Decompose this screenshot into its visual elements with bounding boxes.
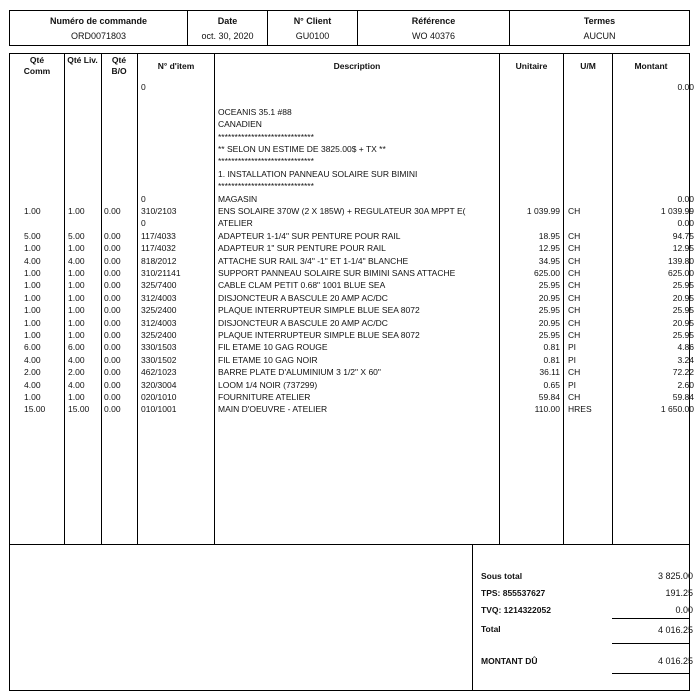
row-unit-price: 625.00	[534, 268, 560, 278]
client-label: N° Client	[293, 16, 332, 26]
row-description: OCEANIS 35.1 #88	[218, 106, 292, 117]
row-amount: 0.00	[677, 218, 694, 229]
row-unit-measure: HRES	[568, 404, 592, 415]
row-unit-measure: CH	[568, 280, 581, 291]
total-label: Total	[481, 624, 501, 634]
row-qty-backorder: 0.00	[104, 230, 121, 241]
row-description: FIL ETAME 10 GAG ROUGE	[218, 342, 328, 353]
col-amount: Montant	[634, 61, 668, 71]
row-unit-price: 25.95	[538, 330, 560, 340]
row-amount: 25.95	[672, 305, 694, 316]
row-qty-ordered: 5.00	[24, 230, 41, 241]
row-qty-backorder: 0.00	[104, 243, 121, 254]
row-amount: 139.80	[668, 255, 694, 266]
row-qty-delivered: 15.00	[68, 404, 90, 415]
col-qty-ordered: Qté Comm	[23, 55, 51, 76]
row-description: DISJONCTEUR A BASCULE 20 AMP AC/DC	[218, 317, 388, 328]
row-qty-ordered: 1.00	[24, 392, 41, 402]
row-item-number: 312/4003	[141, 317, 177, 328]
row-unit-price: 110.00	[534, 404, 560, 415]
row-qty-delivered: 1.00	[68, 292, 85, 303]
row-amount: 20.95	[672, 317, 694, 328]
row-qty-ordered: 4.00	[24, 255, 41, 266]
row-amount: 72.22	[672, 367, 694, 378]
row-qty-backorder: 0.00	[104, 330, 121, 340]
order-number-label: Numéro de commande	[49, 16, 148, 26]
row-amount: 59.84	[672, 392, 694, 402]
row-unit-measure: CH	[568, 292, 581, 303]
tvq-value: 0.00	[675, 605, 693, 615]
reference-value: WO 40376	[411, 31, 456, 41]
row-unit-price: 0.81	[543, 342, 560, 353]
row-unit-measure: CH	[568, 255, 581, 266]
row-qty-delivered: 1.00	[68, 392, 85, 402]
row-amount: 4.86	[677, 342, 694, 353]
row-unit-price: 0.81	[543, 354, 560, 365]
row-unit-price: 59.84	[538, 392, 560, 402]
row-qty-delivered: 4.00	[68, 379, 85, 390]
row-item-number: 462/1023	[141, 367, 177, 378]
row-unit-price: 25.95	[538, 305, 560, 316]
row-item-number: 0	[141, 82, 146, 92]
terms-label: Termes	[583, 16, 616, 26]
col-qty-delivered: Qté Liv.	[67, 55, 98, 65]
row-description: LOOM 1/4 NOIR (737299)	[218, 379, 318, 390]
col-description: Description	[333, 61, 381, 71]
row-unit-price: 20.95	[538, 317, 560, 328]
row-description: SUPPORT PANNEAU SOLAIRE SUR BIMINI SANS ATTACHE	[218, 268, 456, 278]
col-unit-price: Unitaire	[515, 61, 548, 71]
row-unit-measure: PI	[568, 354, 577, 365]
row-unit-measure: CH	[568, 268, 581, 278]
row-qty-ordered: 1.00	[24, 292, 41, 303]
row-item-number: 310/21141	[141, 268, 181, 278]
row-unit-measure: CH	[568, 330, 581, 340]
row-qty-backorder: 0.00	[104, 367, 121, 378]
row-unit-price: 1 039.99	[526, 206, 560, 216]
row-qty-delivered: 1.00	[68, 280, 85, 291]
row-description: 1. INSTALLATION PANNEAU SOLAIRE SUR BIMINI	[218, 168, 418, 179]
row-unit-measure: CH	[568, 206, 581, 216]
row-unit-measure: CH	[568, 392, 581, 402]
row-unit-price: 25.95	[538, 280, 560, 291]
amount-due-value: 4 016.25	[657, 656, 693, 666]
row-qty-backorder: 0.00	[104, 255, 121, 266]
tps-label: TPS: 855537627	[481, 588, 546, 598]
row-unit-price: 0.65	[543, 379, 560, 390]
row-qty-ordered: 6.00	[24, 342, 41, 353]
tps-value: 191.25	[665, 588, 693, 598]
row-item-number: 320/3004	[141, 379, 177, 390]
row-qty-delivered: 1.00	[68, 330, 85, 340]
order-number-value: ORD0071803	[70, 31, 127, 41]
row-qty-delivered: 2.00	[68, 367, 85, 378]
row-description: *****************************	[218, 181, 314, 192]
row-description: ENS SOLAIRE 370W (2 X 185W) + REGULATEUR 30A MPPT E(	[218, 206, 466, 216]
row-description: BARRE PLATE D'ALUMINIUM 3 1/2" X 60"	[218, 367, 381, 378]
row-qty-ordered: 1.00	[24, 243, 41, 254]
row-item-number: 312/4003	[141, 292, 177, 303]
row-qty-backorder: 0.00	[104, 280, 121, 291]
row-amount: 1 039.99	[660, 206, 694, 216]
row-amount: 25.95	[672, 330, 694, 340]
row-unit-measure: CH	[568, 230, 581, 241]
row-description: ADAPTEUR 1-1/4" SUR PENTURE POUR RAIL	[218, 230, 401, 241]
row-qty-backorder: 0.00	[104, 292, 121, 303]
row-qty-delivered: 5.00	[68, 230, 85, 241]
row-description: *****************************	[218, 131, 314, 142]
row-unit-price: 36.11	[539, 367, 560, 378]
row-qty-ordered: 15.00	[24, 404, 46, 415]
row-unit-price: 12.95	[538, 243, 560, 254]
row-qty-delivered: 1.00	[68, 243, 85, 254]
row-qty-ordered: 1.00	[24, 305, 41, 316]
row-item-number: 020/1010	[141, 392, 177, 402]
row-amount: 12.95	[672, 243, 694, 254]
client-value: GU0100	[295, 31, 330, 41]
row-qty-backorder: 0.00	[104, 354, 121, 365]
row-description: FIL ETAME 10 GAG NOIR	[218, 354, 318, 365]
row-description: PLAQUE INTERRUPTEUR SIMPLE BLUE SEA 8072	[218, 330, 420, 340]
row-description: FOURNITURE ATELIER	[218, 392, 311, 402]
row-description: *****************************	[218, 156, 314, 167]
row-qty-delivered: 1.00	[68, 317, 85, 328]
row-qty-ordered: 1.00	[24, 280, 41, 291]
row-qty-delivered: 6.00	[68, 342, 85, 353]
reference-label: Référence	[411, 16, 456, 26]
terms-value: AUCUN	[583, 31, 616, 41]
col-unit-measure: U/M	[580, 61, 596, 71]
row-amount: 94.75	[672, 230, 694, 241]
row-qty-backorder: 0.00	[104, 317, 121, 328]
row-qty-delivered: 4.00	[68, 354, 85, 365]
row-description: CABLE CLAM PETIT 0.68" 1001 BLUE SEA	[218, 280, 386, 291]
row-qty-backorder: 0.00	[104, 206, 121, 216]
row-qty-backorder: 0.00	[104, 379, 121, 390]
row-amount: 1 650.00	[660, 404, 694, 415]
row-unit-measure: CH	[568, 305, 581, 316]
row-qty-backorder: 0.00	[104, 392, 121, 402]
row-amount: 3.24	[677, 354, 694, 365]
row-item-number: 117/4032	[141, 243, 176, 254]
row-item-number: 117/4033	[141, 230, 176, 241]
row-unit-measure: PI	[568, 379, 577, 390]
row-unit-measure: CH	[568, 367, 581, 378]
row-qty-ordered: 1.00	[24, 206, 41, 216]
row-item-number: 325/2400	[141, 330, 177, 340]
row-item-number: 0	[141, 218, 146, 229]
row-qty-delivered: 4.00	[68, 255, 85, 266]
row-qty-ordered: 4.00	[24, 354, 41, 365]
row-description: ** SELON UN ESTIME DE 3825.00$ + TX **	[218, 144, 386, 154]
row-amount: 625.00	[668, 268, 694, 278]
row-unit-price: 34.95	[538, 255, 560, 266]
row-item-number: 330/1503	[141, 342, 177, 353]
row-description: ADAPTEUR 1" SUR PENTURE POUR RAIL	[218, 243, 386, 254]
row-amount: 20.95	[672, 292, 694, 303]
total-value: 4 016.25	[657, 625, 693, 635]
date-value: oct. 30, 2020	[201, 31, 254, 41]
row-qty-ordered: 1.00	[24, 268, 41, 278]
row-description: ATTACHE SUR RAIL 3/4" -1" ET 1-1/4" BLANCHE	[218, 255, 409, 266]
amount-due-label: MONTANT DÛ	[481, 656, 538, 666]
col-item-number: N° d'item	[157, 61, 195, 71]
row-description: DISJONCTEUR A BASCULE 20 AMP AC/DC	[218, 292, 388, 303]
col-qty-backorder: Qté B/O	[111, 55, 127, 76]
row-unit-measure: CH	[568, 243, 581, 254]
row-item-number: 0	[141, 193, 146, 204]
row-qty-backorder: 0.00	[104, 268, 121, 278]
row-unit-measure: CH	[568, 317, 581, 328]
row-item-number: 330/1502	[141, 354, 177, 365]
row-qty-backorder: 0.00	[104, 404, 121, 415]
row-qty-ordered: 1.00	[24, 330, 41, 340]
row-description: CANADIEN	[218, 119, 262, 130]
row-amount: 25.95	[672, 280, 694, 291]
subtotal-value: 3 825.00	[657, 571, 693, 581]
row-item-number: 325/2400	[141, 305, 177, 316]
row-item-number: 310/2103	[141, 206, 177, 216]
row-qty-delivered: 1.00	[68, 206, 85, 216]
row-item-number: 010/1001	[141, 404, 177, 415]
row-qty-backorder: 0.00	[104, 342, 121, 353]
row-unit-price: 20.95	[538, 292, 560, 303]
row-item-number: 818/2012	[141, 255, 177, 266]
row-amount: 0.00	[677, 193, 694, 204]
row-amount: 2.60	[677, 379, 694, 390]
row-description: MAIN D'OEUVRE - ATELIER	[218, 404, 328, 415]
row-qty-ordered: 1.00	[24, 317, 41, 328]
row-unit-measure: PI	[568, 342, 577, 353]
date-label: Date	[217, 16, 238, 26]
row-unit-price: 18.95	[538, 230, 560, 241]
row-qty-ordered: 4.00	[24, 379, 41, 390]
row-item-number: 325/7400	[141, 280, 177, 291]
row-qty-delivered: 1.00	[68, 268, 85, 278]
subtotal-label: Sous total	[481, 571, 523, 581]
row-qty-backorder: 0.00	[104, 305, 121, 316]
row-description: MAGASIN	[218, 193, 258, 204]
row-amount: 0.00	[677, 82, 694, 92]
row-description: ATELIER	[218, 218, 253, 229]
row-description: PLAQUE INTERRUPTEUR SIMPLE BLUE SEA 8072	[218, 305, 420, 316]
row-qty-ordered: 2.00	[24, 367, 41, 378]
row-qty-delivered: 1.00	[68, 305, 85, 316]
tvq-label: TVQ: 1214322052	[481, 605, 551, 615]
